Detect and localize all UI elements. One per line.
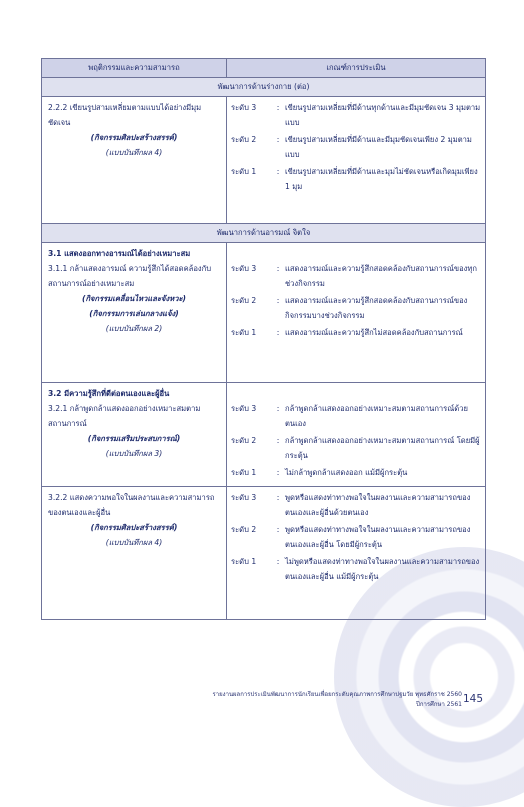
section-title: พัฒนาการด้านอารมณ์ จิตใจ — [42, 224, 486, 243]
level-description: แสดงอารมณ์และความรู้สึกไม่สอดคล้องกับสถานการณ์ — [285, 328, 463, 337]
level-entry: ระดับ 2 : พูดหรือแสดงท่าทางพอใจในผลงานและความสามารถของตนเองและผู้อื่น โดยมีผู้กระตุ้น — [231, 522, 481, 552]
behavior-cell — [42, 383, 227, 487]
table-row — [42, 97, 486, 224]
behavior-item-text: 3.1.1 กล้าแสดงอารมณ์ ความรู้สึกได้สอดคล้องกับสถานการณ์อย่างเหมาะสม — [48, 264, 212, 288]
table-row — [42, 383, 486, 487]
behavior-cell — [42, 243, 227, 383]
section-title: พัฒนาการด้านร่างกาย (ต่อ) — [42, 78, 486, 97]
criteria-cell — [227, 97, 486, 224]
level-entry: ระดับ 2 : กล้าพูดกล้าแสดงออกอย่างเหมาะสมตามสถานการณ์ โดยมีผู้กระตุ้น — [231, 433, 481, 463]
level-entry: ระดับ 2 : เขียนรูปสามเหลี่ยมที่มีด้านและมีมุมชัดเจนเพียง 2 มุมตามแบบ — [231, 132, 481, 162]
page-number: 145 — [463, 693, 484, 705]
activity-label: (กิจกรรมเสริมประสบการณ์) — [87, 434, 181, 443]
level-description: แสดงอารมณ์และความรู้สึกสอดคล้องกับสถานการณ์ของกิจกรรมบางช่วงกิจกรรม — [285, 296, 468, 320]
level-label: ระดับ 1 — [231, 557, 257, 566]
level-label: ระดับ 2 — [231, 135, 257, 144]
level-entry: ระดับ 3 : เขียนรูปสามเหลี่ยมที่มีด้านทุกด้านและมีมุมชัดเจน 3 มุมตามแบบ — [231, 100, 481, 130]
level-entry: ระดับ 1 : ไม่กล้าพูดกล้าแสดงออก แม้มีผู้กระตุ้น — [231, 465, 481, 480]
level-description: กล้าพูดกล้าแสดงออกอย่างเหมาะสมตามสถานการณ์ โดยมีผู้กระตุ้น — [285, 436, 480, 460]
record-label: (แบบบันทึกผล 3) — [105, 449, 163, 458]
level-entry: ระดับ 1 : แสดงอารมณ์และความรู้สึกไม่สอดคล้องกับสถานการณ์ — [231, 325, 481, 340]
behavior-cell — [42, 487, 227, 620]
level-entry: ระดับ 3 : กล้าพูดกล้าแสดงออกอย่างเหมาะสมตามสถานการณ์ด้วยตนเอง — [231, 401, 481, 431]
behavior-cell — [42, 97, 227, 224]
criteria-cell — [227, 383, 486, 487]
activity-label: (กิจกรรมเคลื่อนไหวและจังหวะ) — [81, 294, 187, 303]
level-description: เขียนรูปสามเหลี่ยมที่มีด้านและมีมุมชัดเจนเพียง 2 มุมตามแบบ — [285, 135, 472, 159]
level-label: ระดับ 1 — [231, 167, 257, 176]
activity-label: (กิจกรรมศิลปะสร้างสรรค์) — [90, 133, 178, 142]
behavior-item-text: 3.2.2 แสดงความพอใจในผลงานและความสามารถของตนเองและผู้อื่น — [48, 493, 215, 517]
level-entry: ระดับ 1 : เขียนรูปสามเหลี่ยมที่มีด้านและมุมไม่ชัดเจนหรือเกิดมุมเพียง 1 มุม — [231, 164, 481, 194]
level-label: ระดับ 2 — [231, 296, 257, 305]
record-label: (แบบบันทึกผล 2) — [105, 324, 163, 333]
level-entry: ระดับ 2 : แสดงอารมณ์และความรู้สึกสอดคล้องกับสถานการณ์ของกิจกรรมบางช่วงกิจกรรม — [231, 293, 481, 323]
table-row — [42, 487, 486, 620]
level-label: ระดับ 2 — [231, 525, 257, 534]
running-footer — [213, 690, 462, 710]
column-header-behavior: พฤติกรรมและความสามารถ — [42, 59, 227, 78]
table-row — [42, 243, 486, 383]
level-entry: ระดับ 1 : ไม่พูดหรือแสดงท่าทางพอใจในผลงานและความสามารถของตนเองและผู้อื่น แม้มีผู้กระตุ้น — [231, 554, 481, 584]
level-description: เขียนรูปสามเหลี่ยมที่มีด้านและมุมไม่ชัดเจนหรือเกิดมุมเพียง 1 มุม — [285, 167, 478, 191]
level-entry: ระดับ 3 : แสดงอารมณ์และความรู้สึกสอดคล้องกับสถานการณ์ของทุกช่วงกิจกรรม — [231, 261, 481, 291]
level-description: พูดหรือแสดงท่าทางพอใจในผลงานและความสามารถของตนเองและผู้อื่น โดยมีผู้กระตุ้น — [285, 525, 471, 549]
record-label: (แบบบันทึกผล 4) — [105, 538, 163, 547]
group-title: 3.2 มีความรู้สึกที่ดีต่อตนเองและผู้อื่น — [48, 389, 170, 398]
record-label: (แบบบันทึกผล 4) — [105, 148, 163, 157]
level-label: ระดับ 3 — [231, 404, 257, 413]
behavior-item-text: 2.2.2 เขียนรูปสามเหลี่ยมตามแบบได้อย่างมีมุมชัดเจน — [48, 103, 202, 127]
behavior-item-text: 3.2.1 กล้าพูดกล้าแสดงออกอย่างเหมาะสมตามสถานการณ์ — [48, 404, 201, 428]
criteria-cell — [227, 487, 486, 620]
table-header-row — [42, 59, 486, 78]
column-header-criteria: เกณฑ์การประเมิน — [227, 59, 486, 78]
rubric-table — [41, 58, 486, 620]
activity-label-secondary: (กิจกรรมการเล่นกลางแจ้ง) — [89, 309, 179, 318]
level-label: ระดับ 2 — [231, 436, 257, 445]
level-entry: ระดับ 3 : พูดหรือแสดงท่าทางพอใจในผลงานและความสามารถของตนเองและผู้อื่นด้วยตนเอง — [231, 490, 481, 520]
activity-label: (กิจกรรมศิลปะสร้างสรรค์) — [90, 523, 178, 532]
level-description: ไม่พูดหรือแสดงท่าทางพอใจในผลงานและความสามารถของตนเองและผู้อื่น แม้มีผู้กระตุ้น — [285, 557, 480, 581]
section-row — [42, 78, 486, 97]
level-description: แสดงอารมณ์และความรู้สึกสอดคล้องกับสถานการณ์ของทุกช่วงกิจกรรม — [285, 264, 477, 288]
level-label: ระดับ 3 — [231, 493, 257, 502]
section-row — [42, 224, 486, 243]
level-label: ระดับ 1 — [231, 328, 257, 337]
group-title: 3.1 แสดงออกทางอารมณ์ได้อย่างเหมาะสม — [48, 249, 191, 258]
level-label: ระดับ 3 — [231, 103, 257, 112]
footer-line-2: ปีการศึกษา 2561 — [416, 701, 462, 708]
level-description: พูดหรือแสดงท่าทางพอใจในผลงานและความสามารถของตนเองและผู้อื่นด้วยตนเอง — [285, 493, 471, 517]
footer-line-1: รายงานผลการประเมินพัฒนาการนักเรียนเพื่อยกระดับคุณภาพการศึกษาปฐมวัย พุทธศักราช 2560 — [212, 691, 462, 698]
level-label: ระดับ 1 — [231, 468, 257, 477]
level-label: ระดับ 3 — [231, 264, 257, 273]
level-description: ไม่กล้าพูดกล้าแสดงออก แม้มีผู้กระตุ้น — [285, 468, 408, 477]
level-description: เขียนรูปสามเหลี่ยมที่มีด้านทุกด้านและมีมุมชัดเจน 3 มุมตามแบบ — [285, 103, 481, 127]
level-description: กล้าพูดกล้าแสดงออกอย่างเหมาะสมตามสถานการณ์ด้วยตนเอง — [285, 404, 468, 428]
criteria-cell — [227, 243, 486, 383]
